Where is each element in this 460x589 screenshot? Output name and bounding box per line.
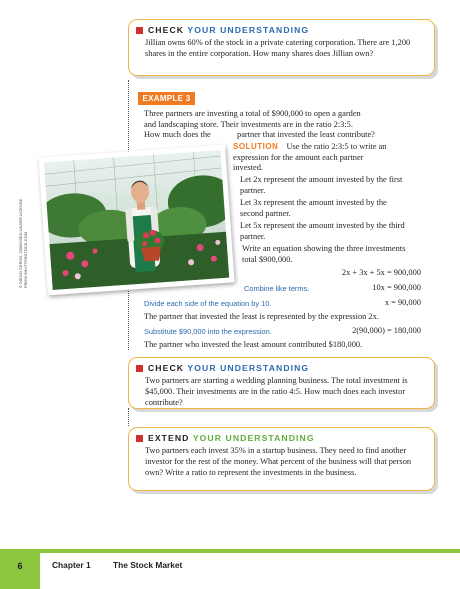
- garden-photo: [38, 145, 234, 296]
- red-square-icon: [136, 27, 143, 34]
- extend-understanding-box: [128, 427, 435, 491]
- extend-body: Two partners each invest 35% in a startup business. They need to find another investor for the rest of the money. What percent of the business will that person own? Write a ratio to represent the investments in the business.: [145, 446, 412, 477]
- step-text: Let 5x represent the amount invested by the third partner.: [240, 221, 405, 241]
- solution-intro: SOLUTION Use the ratio 2:3:5 to write an: [233, 142, 387, 151]
- solution-label: SOLUTION: [233, 142, 279, 151]
- red-square-icon: [136, 365, 143, 372]
- note-text: Substitute $90,000 into the expression.: [144, 327, 272, 336]
- equation: x = 90,000: [384, 298, 421, 307]
- equation: 2(90,000) = 180,000: [352, 326, 421, 335]
- note-text: Combine like terms.: [244, 284, 310, 293]
- dotted-connector: [128, 408, 129, 426]
- check-heading-1: CHECK YOUR UNDERSTANDING: [136, 25, 309, 35]
- step-text: Let 2x represent the amount invested by the first partner.: [240, 175, 403, 195]
- extend-heading: EXTEND YOUR UNDERSTANDING: [136, 433, 315, 443]
- footer-bar: [0, 549, 460, 553]
- red-square-icon: [136, 435, 143, 442]
- greenhouse-image: [44, 150, 229, 290]
- step-text: Write an equation showing the three investments total $900,000.: [242, 244, 406, 264]
- check-body-2: Two partners are starting a wedding planning business. The total investment is $45,000. Their investments are in the ratio 4:5. How much does each investor contribute?: [145, 376, 408, 407]
- equation: 2x + 3x + 5x = 900,000: [341, 268, 421, 277]
- check-understanding-box-2: [128, 357, 435, 409]
- conclusion: The partner who invested the least amount contributed $180,000.: [144, 340, 363, 349]
- problem-line: partner that invested the least contribute?: [237, 130, 375, 139]
- equation: 10x = 900,000: [372, 283, 421, 292]
- check-heading-2: CHECK YOUR UNDERSTANDING: [136, 363, 309, 373]
- check-understanding-box-1: [128, 19, 435, 76]
- solution-intro: invested.: [233, 163, 264, 172]
- body-line: The partner that invested the least is represented by the expression 2x.: [144, 312, 379, 321]
- problem-line: and landscaping store. Their investments are in the ratio 2:3:5.: [144, 119, 353, 129]
- section-title: The Stock Market: [113, 560, 183, 570]
- photo-credit: © DIEGO CERVO, 2009/USED UNDER LICENSE FROM SHUTTERSTOCK.COM: [18, 198, 28, 288]
- problem-line: How much does the: [144, 130, 211, 139]
- problem-line: Three partners are investing a total of $900,000 to open a garden: [144, 109, 361, 118]
- chapter-label: Chapter 1: [52, 560, 91, 570]
- note-text: Divide each side of the equation by 10.: [144, 299, 272, 308]
- solution-intro: expression for the amount each partner: [233, 152, 364, 162]
- example-tab: EXAMPLE 3: [138, 92, 195, 105]
- page-number: 6: [0, 553, 40, 589]
- check-body-1: Jillian owns 60% of the stock in a private catering corporation. There are 1,200 shares in the entire corporation. How many shares does Jillian own?: [145, 38, 411, 58]
- step-text: Let 3x represent the amount invested by the second partner.: [240, 198, 387, 218]
